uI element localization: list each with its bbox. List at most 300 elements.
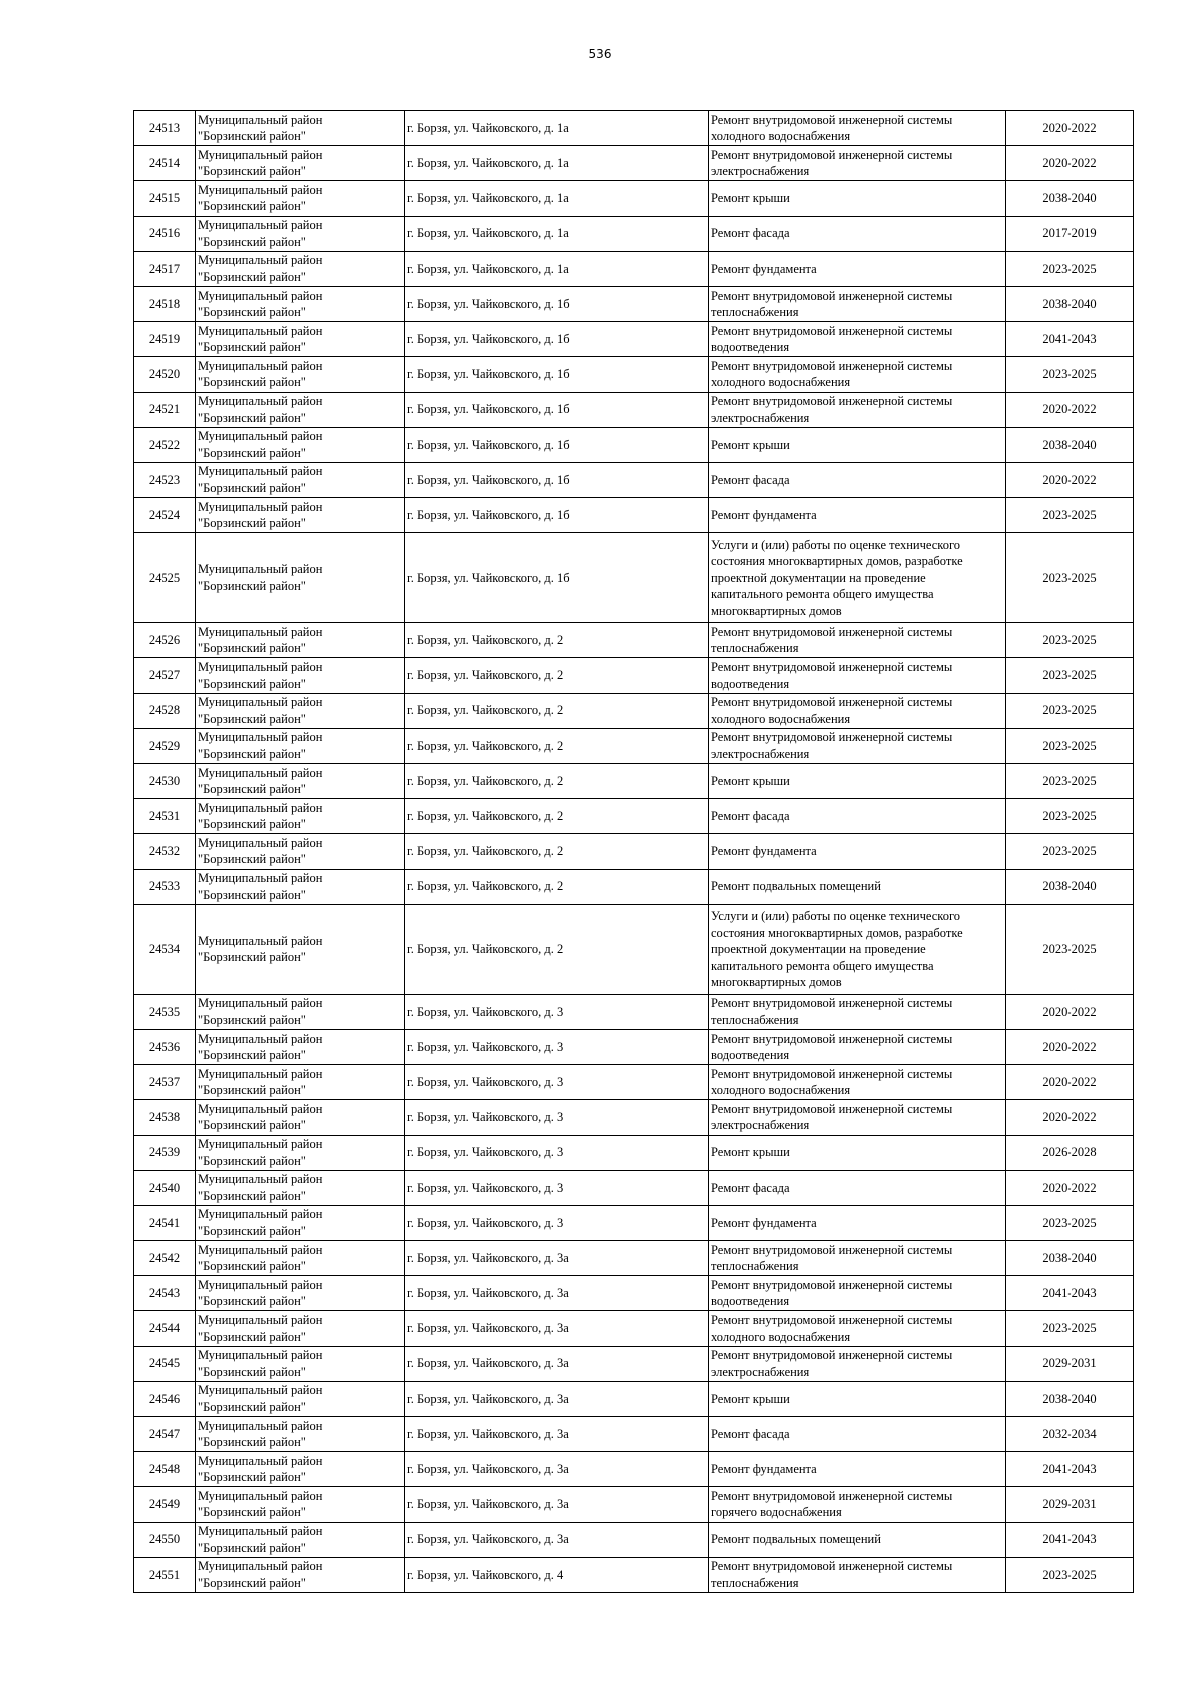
period-cell: 2041-2043 bbox=[1006, 322, 1134, 357]
table-row bbox=[134, 1381, 1134, 1416]
table-row bbox=[134, 392, 1134, 427]
district-line: Муниципальный район bbox=[198, 996, 323, 1011]
district-line: "Борзинский район" bbox=[198, 480, 306, 495]
row-number-cell: 24516 bbox=[134, 216, 196, 251]
row-number-cell: 24518 bbox=[134, 286, 196, 321]
district-cell bbox=[196, 1100, 405, 1135]
district-line: Муниципальный район bbox=[198, 218, 323, 233]
work-type-cell bbox=[709, 1205, 1006, 1240]
district-line: Муниципальный район bbox=[198, 288, 323, 303]
table-row bbox=[134, 1205, 1134, 1240]
work-line: состояния многоквартирных домов, разработке bbox=[711, 554, 963, 568]
table-row bbox=[134, 1487, 1134, 1522]
work-line: Ремонт внутридомовой инженерной системы bbox=[711, 358, 953, 373]
district-line: Муниципальный район bbox=[198, 1172, 323, 1187]
work-line: Ремонт внутридомовой инженерной системы bbox=[711, 1101, 953, 1116]
work-line: Ремонт фундамента bbox=[711, 261, 817, 276]
work-type-cell bbox=[709, 1276, 1006, 1311]
district-cell bbox=[196, 1311, 405, 1346]
table-row bbox=[134, 427, 1134, 462]
district-cell bbox=[196, 533, 405, 623]
row-number-cell: 24546 bbox=[134, 1381, 196, 1416]
address-cell: г. Борзя, ул. Чайковского, д. 3а bbox=[405, 1346, 709, 1381]
district-line: "Борзинский район" bbox=[198, 1153, 306, 1168]
work-line: Ремонт внутридомовой инженерной системы bbox=[711, 1348, 953, 1363]
row-number-cell: 24520 bbox=[134, 357, 196, 392]
row-number-cell: 24548 bbox=[134, 1452, 196, 1487]
row-number-cell: 24538 bbox=[134, 1100, 196, 1135]
work-line: водоотведения bbox=[711, 1294, 790, 1309]
district-cell bbox=[196, 834, 405, 869]
row-number-cell: 24527 bbox=[134, 658, 196, 693]
table-row bbox=[134, 146, 1134, 181]
district-line: Муниципальный район bbox=[198, 1418, 323, 1433]
work-line: Ремонт фасада bbox=[711, 472, 790, 487]
period-cell: 2023-2025 bbox=[1006, 1205, 1134, 1240]
district-line: "Борзинский район" bbox=[198, 445, 306, 460]
work-line: водоотведения bbox=[711, 676, 790, 691]
work-line: Ремонт крыши bbox=[711, 437, 790, 452]
period-cell: 2020-2022 bbox=[1006, 392, 1134, 427]
work-line: состояния многоквартирных домов, разработке bbox=[711, 925, 963, 940]
work-type-cell bbox=[709, 181, 1006, 216]
table-row bbox=[134, 322, 1134, 357]
work-type-cell bbox=[709, 1381, 1006, 1416]
table-row bbox=[134, 1135, 1134, 1170]
district-cell bbox=[196, 286, 405, 321]
work-type-cell bbox=[709, 834, 1006, 869]
district-line: "Борзинский район" bbox=[198, 1188, 306, 1203]
district-cell bbox=[196, 623, 405, 658]
table-row bbox=[134, 462, 1134, 497]
address-cell: г. Борзя, ул. Чайковского, д. 2 bbox=[405, 904, 709, 994]
period-cell: 2023-2025 bbox=[1006, 799, 1134, 834]
work-line: Ремонт фасада bbox=[711, 226, 790, 241]
district-cell bbox=[196, 1522, 405, 1557]
work-line: капитального ремонта общего имущества bbox=[711, 587, 934, 601]
work-type-cell bbox=[709, 623, 1006, 658]
work-type-cell bbox=[709, 1417, 1006, 1452]
district-cell bbox=[196, 1029, 405, 1064]
district-line: "Борзинский район" bbox=[198, 1223, 306, 1238]
district-line: Муниципальный район bbox=[198, 1383, 323, 1398]
work-line: проектной документации на проведение bbox=[711, 942, 926, 956]
period-cell: 2020-2022 bbox=[1006, 1065, 1134, 1100]
table-row bbox=[134, 251, 1134, 286]
work-line: Ремонт крыши bbox=[711, 1391, 790, 1406]
work-line: Ремонт фундамента bbox=[711, 1215, 817, 1230]
district-line: Муниципальный район bbox=[198, 1524, 323, 1539]
work-type-cell bbox=[709, 1241, 1006, 1276]
row-number-cell: 24525 bbox=[134, 533, 196, 623]
district-line: Муниципальный район bbox=[198, 1313, 323, 1328]
row-number-cell: 24521 bbox=[134, 392, 196, 427]
district-line: Муниципальный район bbox=[198, 112, 323, 127]
period-cell: 2023-2025 bbox=[1006, 1311, 1134, 1346]
table-row bbox=[134, 658, 1134, 693]
table-row bbox=[134, 1522, 1134, 1557]
district-cell bbox=[196, 658, 405, 693]
work-type-cell bbox=[709, 1029, 1006, 1064]
work-line: электроснабжения bbox=[711, 410, 810, 425]
work-type-cell bbox=[709, 146, 1006, 181]
work-line: Ремонт внутридомовой инженерной системы bbox=[711, 288, 953, 303]
work-line: холодного водоснабжения bbox=[711, 1083, 851, 1098]
address-cell: г. Борзя, ул. Чайковского, д. 2 bbox=[405, 623, 709, 658]
work-line: теплоснабжения bbox=[711, 641, 799, 656]
work-type-cell bbox=[709, 251, 1006, 286]
district-line: "Борзинский район" bbox=[198, 375, 306, 390]
table-body bbox=[134, 111, 1134, 1593]
district-line: "Борзинский район" bbox=[198, 1435, 306, 1450]
address-cell: г. Борзя, ул. Чайковского, д. 1б bbox=[405, 286, 709, 321]
period-cell: 2026-2028 bbox=[1006, 1135, 1134, 1170]
row-number-cell: 24551 bbox=[134, 1557, 196, 1592]
address-cell: г. Борзя, ул. Чайковского, д. 1а bbox=[405, 181, 709, 216]
district-line: "Борзинский район" bbox=[198, 1294, 306, 1309]
district-line: "Борзинский район" bbox=[198, 1470, 306, 1485]
district-line: "Борзинский район" bbox=[198, 1540, 306, 1555]
work-type-cell bbox=[709, 1311, 1006, 1346]
district-line: "Борзинский район" bbox=[198, 746, 306, 761]
district-line: "Борзинский район" bbox=[198, 1259, 306, 1274]
period-cell: 2038-2040 bbox=[1006, 181, 1134, 216]
address-cell: г. Борзя, ул. Чайковского, д. 2 bbox=[405, 764, 709, 799]
address-cell: г. Борзя, ул. Чайковского, д. 3 bbox=[405, 1029, 709, 1064]
district-line: "Борзинский район" bbox=[198, 641, 306, 656]
work-type-cell bbox=[709, 1100, 1006, 1135]
period-cell: 2029-2031 bbox=[1006, 1487, 1134, 1522]
table-row bbox=[134, 357, 1134, 392]
work-line: холодного водоснабжения bbox=[711, 375, 851, 390]
row-number-cell: 24517 bbox=[134, 251, 196, 286]
district-line: Муниципальный район bbox=[198, 835, 323, 850]
work-line: Ремонт внутридомовой инженерной системы bbox=[711, 624, 953, 639]
row-number-cell: 24534 bbox=[134, 904, 196, 994]
period-cell: 2020-2022 bbox=[1006, 462, 1134, 497]
district-line: "Борзинский район" bbox=[198, 676, 306, 691]
district-line: Муниципальный район bbox=[198, 1137, 323, 1152]
work-type-cell bbox=[709, 693, 1006, 728]
work-line: Ремонт крыши bbox=[711, 773, 790, 788]
row-number-cell: 24519 bbox=[134, 322, 196, 357]
address-cell: г. Борзя, ул. Чайковского, д. 2 bbox=[405, 869, 709, 904]
work-type-cell bbox=[709, 533, 1006, 623]
period-cell: 2020-2022 bbox=[1006, 994, 1134, 1029]
address-cell: г. Борзя, ул. Чайковского, д. 3 bbox=[405, 1170, 709, 1205]
table-row bbox=[134, 1557, 1134, 1592]
capital-repair-table bbox=[133, 110, 1134, 1593]
work-type-cell bbox=[709, 1487, 1006, 1522]
work-line: Ремонт внутридомовой инженерной системы bbox=[711, 147, 953, 162]
row-number-cell: 24545 bbox=[134, 1346, 196, 1381]
address-cell: г. Борзя, ул. Чайковского, д. 3 bbox=[405, 1135, 709, 1170]
row-number-cell: 24528 bbox=[134, 693, 196, 728]
address-cell: г. Борзя, ул. Чайковского, д. 1б bbox=[405, 322, 709, 357]
work-line: холодного водоснабжения bbox=[711, 1329, 851, 1344]
district-cell bbox=[196, 427, 405, 462]
work-line: электроснабжения bbox=[711, 164, 810, 179]
table-row bbox=[134, 216, 1134, 251]
period-cell: 2023-2025 bbox=[1006, 693, 1134, 728]
district-line: Муниципальный район bbox=[198, 933, 323, 948]
table-row bbox=[134, 1065, 1134, 1100]
address-cell: г. Борзя, ул. Чайковского, д. 1а bbox=[405, 111, 709, 146]
table-row bbox=[134, 533, 1134, 623]
work-line: Ремонт внутридомовой инженерной системы bbox=[711, 660, 953, 675]
row-number-cell: 24514 bbox=[134, 146, 196, 181]
period-cell: 2020-2022 bbox=[1006, 1029, 1134, 1064]
work-line: Ремонт фасада bbox=[711, 1426, 790, 1441]
work-line: электроснабжения bbox=[711, 1364, 810, 1379]
work-type-cell bbox=[709, 392, 1006, 427]
work-line: Ремонт внутридомовой инженерной системы bbox=[711, 394, 953, 409]
work-line: Ремонт фундамента bbox=[711, 507, 817, 522]
row-number-cell: 24541 bbox=[134, 1205, 196, 1240]
district-line: Муниципальный район bbox=[198, 660, 323, 675]
district-line: Муниципальный район bbox=[198, 624, 323, 639]
work-line: электроснабжения bbox=[711, 1118, 810, 1133]
page-number: 536 bbox=[588, 47, 612, 61]
table-row bbox=[134, 111, 1134, 146]
row-number-cell: 24515 bbox=[134, 181, 196, 216]
district-cell bbox=[196, 181, 405, 216]
row-number-cell: 24529 bbox=[134, 728, 196, 763]
work-line: Ремонт подвальных помещений bbox=[711, 1532, 881, 1547]
row-number-cell: 24522 bbox=[134, 427, 196, 462]
work-type-cell bbox=[709, 357, 1006, 392]
period-cell: 2017-2019 bbox=[1006, 216, 1134, 251]
work-line: электроснабжения bbox=[711, 746, 810, 761]
address-cell: г. Борзя, ул. Чайковского, д. 1б bbox=[405, 533, 709, 623]
district-cell bbox=[196, 1452, 405, 1487]
district-cell bbox=[196, 1276, 405, 1311]
district-line: Муниципальный район bbox=[198, 499, 323, 514]
work-type-cell bbox=[709, 322, 1006, 357]
district-cell bbox=[196, 799, 405, 834]
row-number-cell: 24532 bbox=[134, 834, 196, 869]
district-line: Муниципальный район bbox=[198, 253, 323, 268]
work-line: Ремонт подвальных помещений bbox=[711, 879, 881, 894]
row-number-cell: 24547 bbox=[134, 1417, 196, 1452]
district-line: "Борзинский район" bbox=[198, 129, 306, 144]
address-cell: г. Борзя, ул. Чайковского, д. 1а bbox=[405, 146, 709, 181]
district-line: Муниципальный район bbox=[198, 800, 323, 815]
work-line: водоотведения bbox=[711, 1048, 790, 1063]
district-line: "Борзинский район" bbox=[198, 234, 306, 249]
period-cell: 2020-2022 bbox=[1006, 146, 1134, 181]
address-cell: г. Борзя, ул. Чайковского, д. 1а bbox=[405, 251, 709, 286]
district-line: Муниципальный район bbox=[198, 1453, 323, 1468]
work-line: Ремонт внутридомовой инженерной системы bbox=[711, 323, 953, 338]
table-row bbox=[134, 1241, 1134, 1276]
table-row bbox=[134, 623, 1134, 658]
row-number-cell: 24549 bbox=[134, 1487, 196, 1522]
address-cell: г. Борзя, ул. Чайковского, д. 3а bbox=[405, 1522, 709, 1557]
address-cell: г. Борзя, ул. Чайковского, д. 1а bbox=[405, 216, 709, 251]
district-cell bbox=[196, 1241, 405, 1276]
period-cell: 2038-2040 bbox=[1006, 427, 1134, 462]
table-row bbox=[134, 799, 1134, 834]
district-line: "Борзинский район" bbox=[198, 1012, 306, 1027]
district-line: "Борзинский район" bbox=[198, 410, 306, 425]
work-line: теплоснабжения bbox=[711, 1259, 799, 1274]
period-cell: 2032-2034 bbox=[1006, 1417, 1134, 1452]
period-cell: 2038-2040 bbox=[1006, 869, 1134, 904]
row-number-cell: 24550 bbox=[134, 1522, 196, 1557]
district-line: Муниципальный район bbox=[198, 182, 323, 197]
row-number-cell: 24513 bbox=[134, 111, 196, 146]
row-number-cell: 24526 bbox=[134, 623, 196, 658]
work-line: Ремонт внутридомовой инженерной системы bbox=[711, 730, 953, 745]
district-line: Муниципальный район bbox=[198, 871, 323, 886]
period-cell: 2038-2040 bbox=[1006, 1381, 1134, 1416]
row-number-cell: 24543 bbox=[134, 1276, 196, 1311]
district-cell bbox=[196, 357, 405, 392]
work-line: Ремонт фасада bbox=[711, 1180, 790, 1195]
address-cell: г. Борзя, ул. Чайковского, д. 3а bbox=[405, 1311, 709, 1346]
work-line: многоквартирных домов bbox=[711, 603, 842, 618]
district-line: "Борзинский район" bbox=[198, 950, 306, 965]
work-line: Ремонт внутридомовой инженерной системы bbox=[711, 1277, 953, 1292]
district-cell bbox=[196, 1487, 405, 1522]
address-cell: г. Борзя, ул. Чайковского, д. 1б bbox=[405, 392, 709, 427]
table-row bbox=[134, 834, 1134, 869]
table-row bbox=[134, 181, 1134, 216]
work-line: Ремонт внутридомовой инженерной системы bbox=[711, 996, 953, 1011]
row-number-cell: 24523 bbox=[134, 462, 196, 497]
district-cell bbox=[196, 111, 405, 146]
period-cell: 2041-2043 bbox=[1006, 1452, 1134, 1487]
work-type-cell bbox=[709, 427, 1006, 462]
work-type-cell bbox=[709, 286, 1006, 321]
district-cell bbox=[196, 1065, 405, 1100]
district-cell bbox=[196, 728, 405, 763]
period-cell: 2023-2025 bbox=[1006, 251, 1134, 286]
district-line: Муниципальный район bbox=[198, 429, 323, 444]
row-number-cell: 24535 bbox=[134, 994, 196, 1029]
period-cell: 2023-2025 bbox=[1006, 498, 1134, 533]
district-cell bbox=[196, 1381, 405, 1416]
row-number-cell: 24544 bbox=[134, 1311, 196, 1346]
work-type-cell bbox=[709, 1522, 1006, 1557]
work-line: теплоснабжения bbox=[711, 1012, 799, 1027]
period-cell: 2020-2022 bbox=[1006, 1170, 1134, 1205]
district-line: "Борзинский район" bbox=[198, 1329, 306, 1344]
work-line: Услуги и (или) работы по оценке технического bbox=[711, 909, 961, 923]
work-type-cell bbox=[709, 869, 1006, 904]
district-line: "Борзинский район" bbox=[198, 1399, 306, 1414]
district-line: Муниципальный район bbox=[198, 1066, 323, 1081]
address-cell: г. Борзя, ул. Чайковского, д. 3 bbox=[405, 1205, 709, 1240]
table-row bbox=[134, 1029, 1134, 1064]
work-line: Ремонт внутридомовой инженерной системы bbox=[711, 1066, 953, 1081]
work-line: Услуги и (или) работы по оценке технического bbox=[711, 537, 961, 552]
table-row bbox=[134, 1346, 1134, 1381]
work-type-cell bbox=[709, 1170, 1006, 1205]
work-line: проектной документации на проведение bbox=[711, 570, 926, 585]
address-cell: г. Борзя, ул. Чайковского, д. 1б bbox=[405, 498, 709, 533]
row-number-cell: 24540 bbox=[134, 1170, 196, 1205]
period-cell: 2038-2040 bbox=[1006, 1241, 1134, 1276]
work-type-cell bbox=[709, 1557, 1006, 1592]
district-cell bbox=[196, 869, 405, 904]
work-type-cell bbox=[709, 1346, 1006, 1381]
district-line: "Борзинский район" bbox=[198, 516, 306, 531]
work-type-cell bbox=[709, 904, 1006, 994]
table-row bbox=[134, 994, 1134, 1029]
district-cell bbox=[196, 498, 405, 533]
work-line: Ремонт фундамента bbox=[711, 844, 817, 859]
address-cell: г. Борзя, ул. Чайковского, д. 1б bbox=[405, 357, 709, 392]
period-cell: 2041-2043 bbox=[1006, 1522, 1134, 1557]
table-row bbox=[134, 1452, 1134, 1487]
address-cell: г. Борзя, ул. Чайковского, д. 3а bbox=[405, 1417, 709, 1452]
district-cell bbox=[196, 392, 405, 427]
period-cell: 2023-2025 bbox=[1006, 658, 1134, 693]
work-line: холодного водоснабжения bbox=[711, 711, 851, 726]
address-cell: г. Борзя, ул. Чайковского, д. 2 bbox=[405, 728, 709, 763]
work-line: многоквартирных домов bbox=[711, 975, 842, 989]
address-cell: г. Борзя, ул. Чайковского, д. 2 bbox=[405, 834, 709, 869]
district-line: Муниципальный район bbox=[198, 1031, 323, 1046]
period-cell: 2020-2022 bbox=[1006, 1100, 1134, 1135]
work-type-cell bbox=[709, 1135, 1006, 1170]
work-type-cell bbox=[709, 799, 1006, 834]
district-line: Муниципальный район bbox=[198, 147, 323, 162]
district-line: Муниципальный район bbox=[198, 1101, 323, 1116]
work-type-cell bbox=[709, 498, 1006, 533]
table-row bbox=[134, 286, 1134, 321]
district-line: Муниципальный район bbox=[198, 562, 323, 577]
district-line: "Борзинский район" bbox=[198, 1505, 306, 1520]
district-line: Муниципальный район bbox=[198, 323, 323, 338]
period-cell: 2038-2040 bbox=[1006, 286, 1134, 321]
work-type-cell bbox=[709, 728, 1006, 763]
district-line: "Борзинский район" bbox=[198, 1575, 306, 1590]
table-row bbox=[134, 1417, 1134, 1452]
district-cell bbox=[196, 251, 405, 286]
address-cell: г. Борзя, ул. Чайковского, д. 4 bbox=[405, 1557, 709, 1592]
district-line: Муниципальный район bbox=[198, 394, 323, 409]
work-type-cell bbox=[709, 462, 1006, 497]
period-cell: 2023-2025 bbox=[1006, 357, 1134, 392]
work-line: теплоснабжения bbox=[711, 1575, 799, 1590]
district-cell bbox=[196, 322, 405, 357]
district-line: "Борзинский район" bbox=[198, 1083, 306, 1098]
work-type-cell bbox=[709, 994, 1006, 1029]
row-number-cell: 24524 bbox=[134, 498, 196, 533]
row-number-cell: 24531 bbox=[134, 799, 196, 834]
district-line: "Борзинский район" bbox=[198, 1118, 306, 1133]
period-cell: 2023-2025 bbox=[1006, 533, 1134, 623]
row-number-cell: 24537 bbox=[134, 1065, 196, 1100]
work-line: водоотведения bbox=[711, 340, 790, 355]
address-cell: г. Борзя, ул. Чайковского, д. 2 bbox=[405, 658, 709, 693]
address-cell: г. Борзя, ул. Чайковского, д. 3а bbox=[405, 1452, 709, 1487]
district-line: "Борзинский район" bbox=[198, 305, 306, 320]
district-line: Муниципальный район bbox=[198, 1277, 323, 1292]
table-row bbox=[134, 1276, 1134, 1311]
district-cell bbox=[196, 462, 405, 497]
work-line: Ремонт фундамента bbox=[711, 1462, 817, 1477]
district-line: "Борзинский район" bbox=[198, 578, 306, 593]
work-line: холодного водоснабжения bbox=[711, 129, 851, 144]
district-line: Муниципальный район bbox=[198, 1559, 323, 1574]
period-cell: 2023-2025 bbox=[1006, 764, 1134, 799]
address-cell: г. Борзя, ул. Чайковского, д. 3 bbox=[405, 994, 709, 1029]
district-line: "Борзинский район" bbox=[198, 340, 306, 355]
